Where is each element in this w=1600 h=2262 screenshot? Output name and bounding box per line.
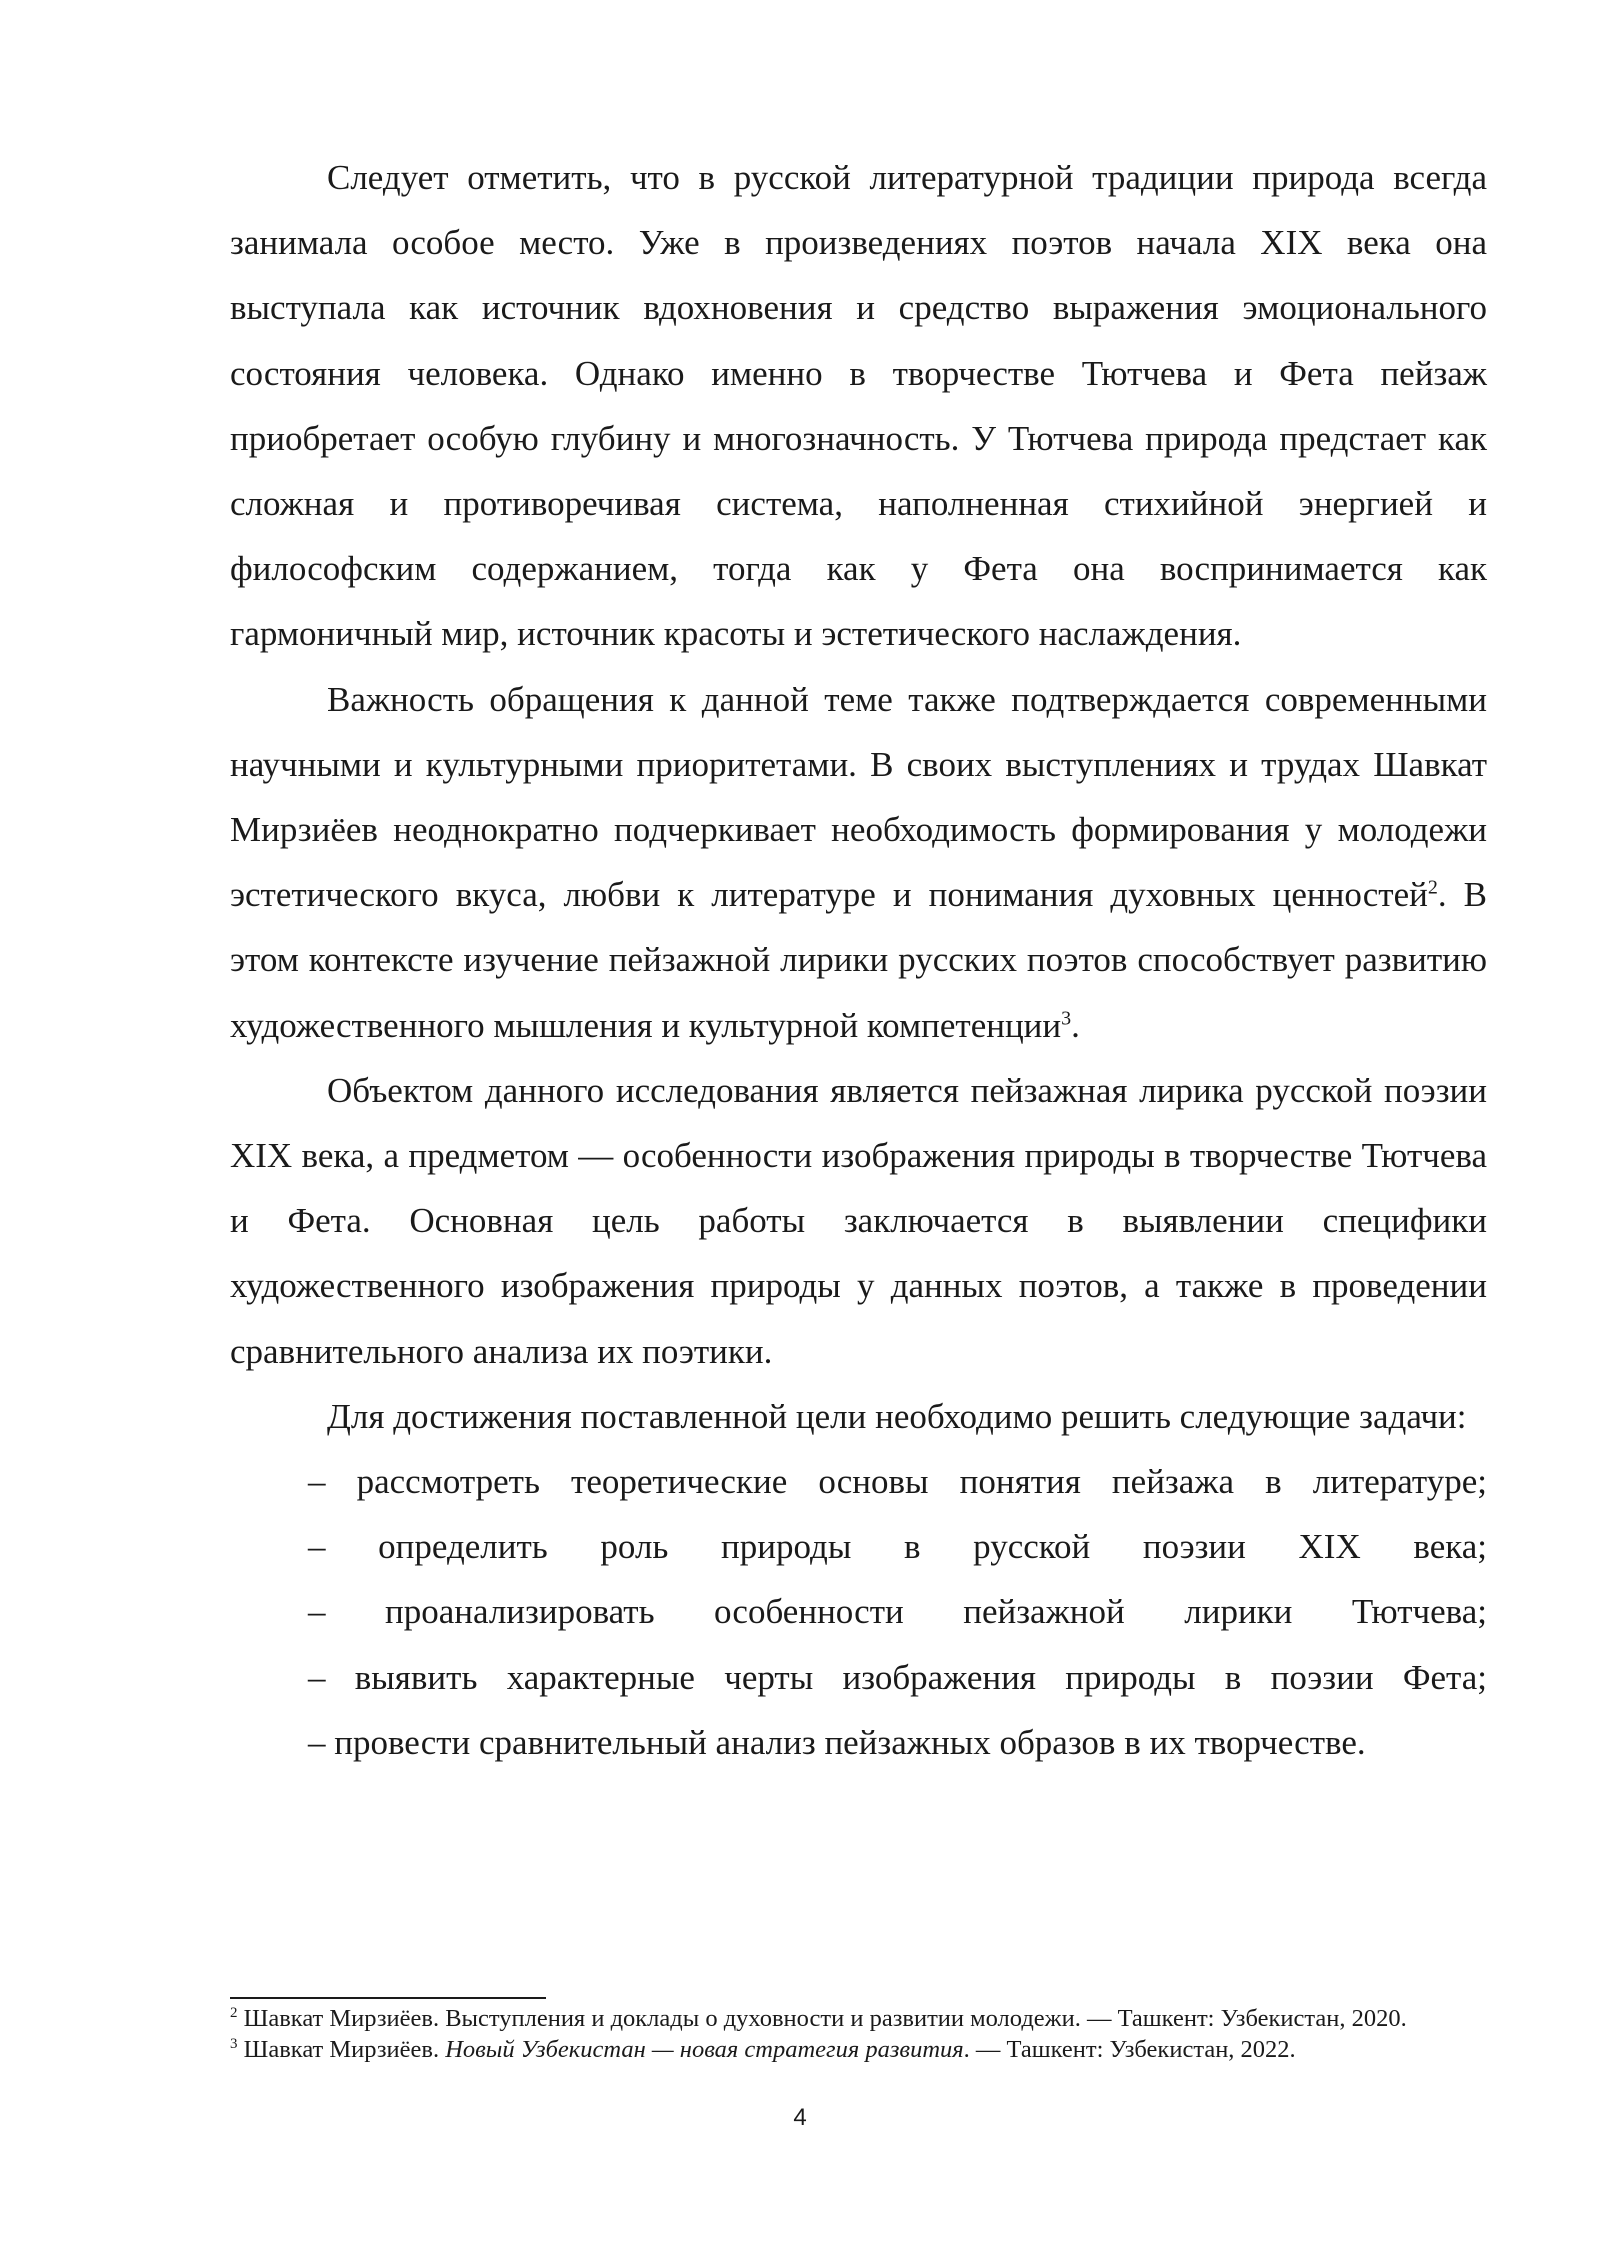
footnote-number: 3 [230, 2035, 238, 2052]
footnote-title: Новый Узбекистан — новая стратегия развития [445, 2036, 964, 2063]
footnote-author: Шавкат Мирзиёев. [243, 2036, 440, 2063]
footnote-ref-2[interactable]: 2 [1427, 876, 1438, 899]
footnote-text: Шавкат Мирзиёев. Выступления и доклады о духовности и развитии молодежи. — Ташкент: Узбекистан, 2020. [243, 2005, 1407, 2032]
paragraph-research-object: Объектом данного исследования является пейзажная лирика русской поэзии XIX века, а предметом — особенности изображения природы в творчестве Тютчева и Фета. Основная цель работы заключается в выявлении специфики художественного изображения природы у данных поэтов, а также в проведении сравнительного анализа их поэтики. [230, 1070, 1487, 1371]
footnote-text: . — Ташкент: Узбекистан, 2022. [963, 2036, 1296, 2063]
task-item: – провести сравнительный анализ пейзажных образов в их творчестве. [308, 1722, 1366, 1762]
paragraph-nature-tradition: Следует отметить, что в русской литературной традиции природа всегда занимала особое место. Уже в произведениях поэтов начала XIX века она выступала как источник вдохновения и средство выражения эмоционального состояния человека. Однако именно в творчестве Тютчева и Фета пейзаж приобретает особую глубину и многозначность. У Тютчева природа предстает как сложная и противоречивая система, наполненная стихийной энергией и философским содержанием, тогда как у Фета она воспринимается как гармоничный мир, источник красоты и эстетического наслаждения. [230, 158, 1487, 654]
footnote-3 [230, 2034, 1487, 2065]
paragraph-text: . В этом контексте изучение пейзажной лирики русских поэтов способствует развитию художественного мышления и культурной компетенции [230, 875, 1487, 1045]
paragraph-tasks-intro: Для достижения поставленной цели необходимо решить следующие задачи: [327, 1396, 1467, 1436]
document-body [230, 145, 1487, 1775]
task-item: – проанализировать особенности пейзажной лирики Тютчева; [308, 1592, 1487, 1632]
footnote-number: 2 [230, 2004, 238, 2021]
task-item: – определить роль природы в русской поэзии XIX века; [308, 1527, 1487, 1567]
paragraph-topic-importance [230, 667, 1487, 1058]
footnotes [230, 2003, 1487, 2065]
task-item: – выявить характерные черты изображения природы в поэзии Фета; [308, 1657, 1487, 1697]
paragraph-text: . [1071, 1005, 1080, 1045]
page-number: 4 [793, 2104, 807, 2131]
footnote-2 [230, 2003, 1487, 2034]
task-item: – рассмотреть теоретические основы понятия пейзажа в литературе; [308, 1462, 1487, 1502]
paragraph-text: Важность обращения к данной теме также подтверждается современными научными и культурными приоритетами. В своих выступлениях и трудах Шавкат Мирзиёев неоднократно подчеркивает необходимость формирования у молодежи эстетического вкуса, любви к литературе и понимания духовных ценностей [230, 679, 1487, 915]
footnote-separator [230, 1997, 546, 1999]
footnote-ref-3[interactable]: 3 [1061, 1006, 1072, 1029]
task-list [230, 1449, 1487, 1775]
